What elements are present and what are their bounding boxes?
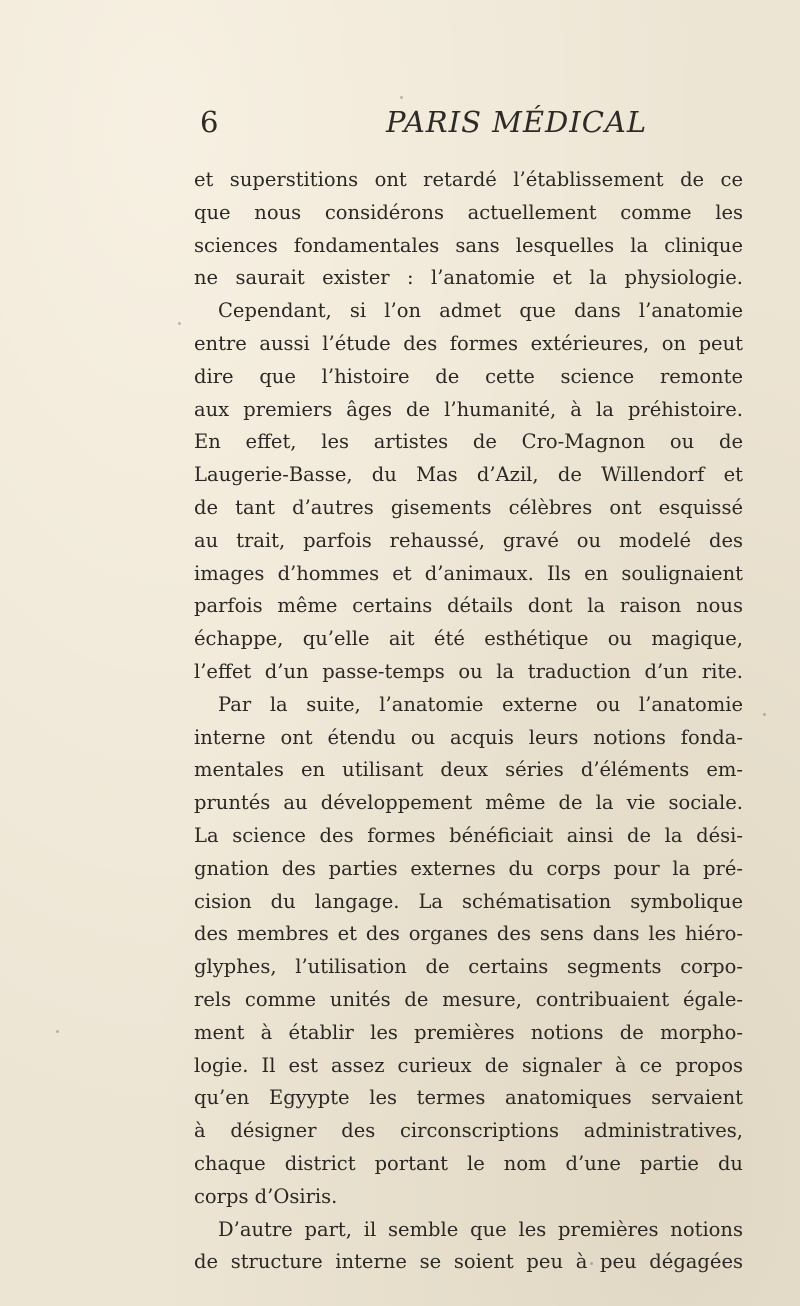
paper-speck — [590, 1262, 593, 1265]
text-line: Cependant, si l’on admet que dans l’anatomie — [218, 299, 743, 323]
text-line: D’autre part, il semble que les premières notions — [218, 1217, 743, 1241]
text-line: corps d’Osiris. — [194, 1184, 338, 1208]
text-line: chaque district portant le nom d’une partie du — [194, 1151, 743, 1175]
text-line: échappe, qu’elle ait été esthétique ou magique, — [194, 627, 743, 651]
text-line: ment à établir les premières notions de morpho- — [194, 1020, 743, 1044]
text-line: rels comme unités de mesure, contribuaient égale- — [194, 987, 743, 1011]
text-line: ne saurait exister : l’anatomie et la physiologie. — [194, 266, 743, 290]
text-line: que nous considérons actuellement comme les — [194, 200, 743, 224]
text-line: parfois même certains détails dont la raison nous — [194, 594, 743, 618]
text-line: des membres et des organes des sens dans les hiéro- — [194, 922, 743, 946]
text-line: La science des formes bénéficiait ainsi de la dési- — [194, 823, 743, 847]
text-line: sciences fondamentales sans lesquelles la clinique — [194, 233, 743, 257]
text-line: dire que l’histoire de cette science remonte — [194, 364, 743, 388]
text-line: images d’hommes et d’animaux. Ils en soulignaient — [194, 561, 743, 585]
text-line: et superstitions ont retardé l’établissement de ce — [194, 168, 743, 191]
running-title: PARIS MÉDICAL — [386, 105, 648, 139]
text-line: au trait, parfois rehaussé, gravé ou modelé des — [194, 528, 743, 552]
text-line: cision du langage. La schématisation symbolique — [194, 889, 743, 913]
text-line: mentales en utilisant deux séries d’éléments em- — [194, 758, 743, 782]
text-line: Par la suite, l’anatomie externe ou l’anatomie — [218, 692, 743, 716]
body-text — [194, 164, 743, 1279]
text-line: En effet, les artistes de Cro-Magnon ou de — [194, 430, 743, 454]
text-line: qu’en Egyypte les termes anatomiques servaient — [194, 1086, 743, 1110]
paper-speck — [763, 713, 766, 716]
paper-speck — [178, 322, 181, 325]
text-line: aux premiers âges de l’humanité, à la préhistoire. — [194, 397, 743, 421]
text-line: logie. Il est assez curieux de signaler à ce propos — [194, 1053, 743, 1077]
text-line: Laugerie-Basse, du Mas d’Azil, de Willendorf et — [194, 463, 743, 487]
text-line: entre aussi l’étude des formes extérieures, on peut — [194, 331, 743, 355]
text-line: gnation des parties externes du corps pour la pré- — [194, 856, 743, 880]
text-line: glyphes, l’utilisation de certains segments corpo- — [194, 955, 743, 979]
text-line: pruntés au développement même de la vie sociale. — [194, 791, 743, 815]
text-line: à désigner des circonscriptions administratives, — [194, 1119, 743, 1143]
page-header — [200, 100, 648, 148]
text-line: l’effet d’un passe-temps ou la traduction d’un rite. — [194, 659, 743, 683]
page-number: 6 — [200, 105, 219, 139]
paper-speck — [400, 96, 403, 99]
paper-speck — [56, 1030, 59, 1033]
text-line: de structure interne se soient peu à peu dégagées — [194, 1250, 743, 1274]
text-line: interne ont étendu ou acquis leurs notions fonda- — [194, 725, 743, 749]
text-line: de tant d’autres gisements célèbres ont esquissé — [194, 495, 743, 519]
